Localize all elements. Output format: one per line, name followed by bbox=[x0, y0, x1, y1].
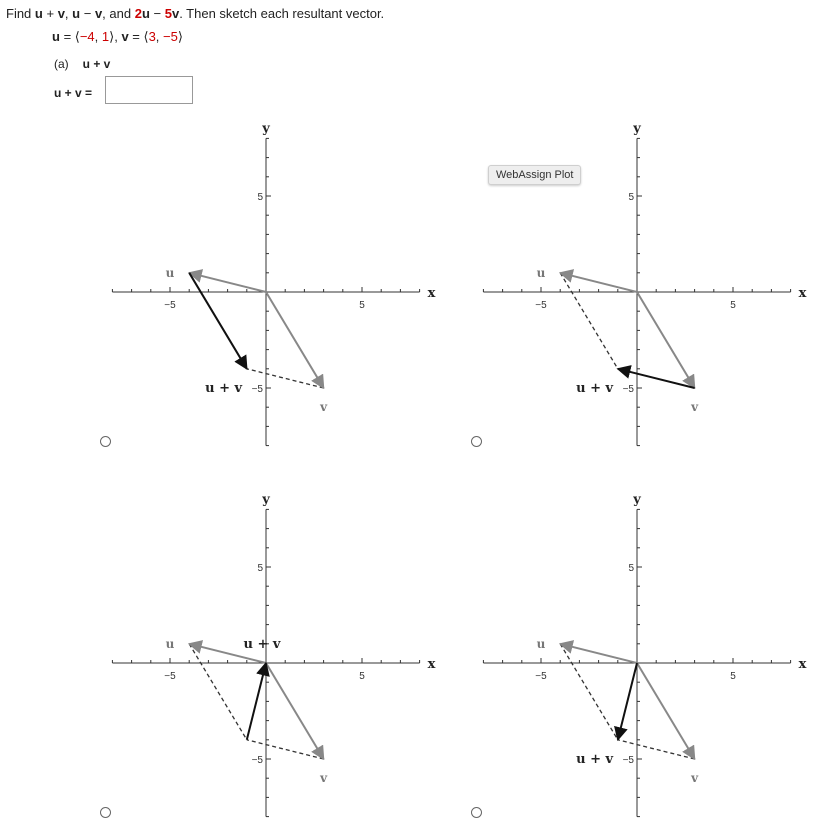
x-tick-label: −5 bbox=[535, 671, 547, 682]
vector-label: v bbox=[691, 771, 699, 786]
x-tick-label: 5 bbox=[730, 300, 736, 311]
resultant-label: u + v bbox=[205, 381, 243, 396]
vector-v-arrow bbox=[637, 663, 695, 759]
vector-label: v bbox=[320, 400, 328, 415]
vector-plot-4 bbox=[471, 486, 811, 821]
question-term: u bbox=[34, 6, 43, 21]
given-eq: = ⟨ bbox=[128, 29, 149, 44]
vector-v-y: −5 bbox=[163, 29, 178, 44]
given-close: ⟩, bbox=[109, 29, 122, 44]
vector-plot-1 bbox=[100, 115, 440, 450]
resultant-vector-arrow bbox=[247, 663, 266, 740]
question-term: u bbox=[72, 6, 81, 21]
x-tick-label: 5 bbox=[359, 671, 365, 682]
resultant-vector-arrow bbox=[189, 273, 247, 369]
y-tick-label: 5 bbox=[257, 192, 263, 203]
question-prefix: Find bbox=[6, 6, 35, 21]
dashed-guide-line bbox=[560, 273, 618, 369]
answer-label-text: u + v = bbox=[54, 86, 93, 100]
y-axis-label: y bbox=[262, 492, 270, 508]
x-axis-label: x bbox=[798, 286, 807, 301]
question-term: v bbox=[171, 6, 180, 21]
question-term: v bbox=[57, 6, 65, 21]
question-sep: , and bbox=[102, 6, 135, 21]
question-op: − bbox=[149, 6, 165, 21]
vector-u-y: 1 bbox=[101, 29, 110, 44]
plot-option-1 bbox=[100, 115, 440, 445]
given-close: ⟩ bbox=[177, 29, 183, 44]
y-axis-label: y bbox=[262, 121, 270, 137]
x-tick-label: 5 bbox=[359, 300, 365, 311]
question-term: u bbox=[141, 6, 150, 21]
vector-label: u bbox=[536, 265, 546, 280]
part-expression: u + v bbox=[82, 57, 111, 71]
x-axis-label: x bbox=[427, 657, 436, 672]
x-tick-label: 5 bbox=[730, 671, 736, 682]
vector-u-name: u bbox=[52, 29, 60, 44]
question-op: − bbox=[80, 6, 95, 21]
y-tick-label: −5 bbox=[251, 384, 263, 395]
radio-option-4[interactable] bbox=[471, 807, 482, 818]
question-term: v bbox=[94, 6, 103, 21]
x-tick-label: −5 bbox=[164, 300, 176, 311]
vector-v-arrow bbox=[266, 292, 324, 388]
part-label: (a) bbox=[54, 57, 69, 71]
plot-option-3 bbox=[100, 486, 440, 816]
radio-option-3[interactable] bbox=[100, 807, 111, 818]
y-tick-label: 5 bbox=[257, 563, 263, 574]
question-suffix: . Then sketch each resultant vector. bbox=[179, 6, 385, 21]
x-axis-label: x bbox=[427, 286, 436, 301]
resultant-label: u + v bbox=[576, 752, 614, 767]
vector-label: v bbox=[320, 771, 328, 786]
x-tick-label: −5 bbox=[535, 300, 547, 311]
part-a-heading bbox=[54, 57, 110, 71]
y-tick-label: 5 bbox=[628, 563, 634, 574]
y-tick-label: −5 bbox=[622, 384, 634, 395]
plot-option-4 bbox=[471, 486, 811, 816]
given-vectors bbox=[52, 29, 183, 45]
resultant-label: u + v bbox=[243, 636, 281, 652]
vector-label: u bbox=[165, 265, 175, 280]
question-coefficient: 5 bbox=[164, 6, 172, 21]
x-axis-label: x bbox=[798, 657, 807, 672]
vector-label: v bbox=[691, 400, 699, 415]
radio-option-2[interactable] bbox=[471, 436, 482, 447]
given-sep: , bbox=[94, 29, 102, 44]
dashed-guide-line bbox=[560, 644, 618, 740]
vector-v-name: v bbox=[121, 29, 129, 44]
question-text bbox=[6, 6, 384, 21]
question-sep: , bbox=[64, 6, 73, 21]
vector-v-arrow bbox=[266, 663, 324, 759]
vector-plot-3 bbox=[100, 486, 440, 821]
given-sep: , bbox=[155, 29, 164, 44]
answer-label bbox=[54, 86, 92, 100]
vector-label: u bbox=[536, 636, 546, 651]
question-coefficient: 2 bbox=[134, 6, 142, 21]
question-op: + bbox=[42, 6, 58, 21]
y-tick-label: 5 bbox=[628, 192, 634, 203]
resultant-vector-arrow bbox=[618, 663, 637, 740]
vector-u-x: −4 bbox=[79, 29, 95, 44]
vector-label: u bbox=[165, 636, 175, 651]
vector-v-arrow bbox=[637, 292, 695, 388]
dashed-guide-line bbox=[189, 644, 247, 740]
y-tick-label: −5 bbox=[251, 755, 263, 766]
vector-v-x: 3 bbox=[148, 29, 156, 44]
y-tick-label: −5 bbox=[622, 755, 634, 766]
y-axis-label: y bbox=[633, 492, 641, 508]
plot-tooltip: WebAssign Plot bbox=[488, 165, 581, 185]
answer-input[interactable] bbox=[105, 76, 193, 104]
radio-option-1[interactable] bbox=[100, 436, 111, 447]
resultant-label: u + v bbox=[576, 381, 614, 396]
given-eq: = ⟨ bbox=[59, 29, 80, 44]
y-axis-label: y bbox=[633, 121, 641, 137]
x-tick-label: −5 bbox=[164, 671, 176, 682]
